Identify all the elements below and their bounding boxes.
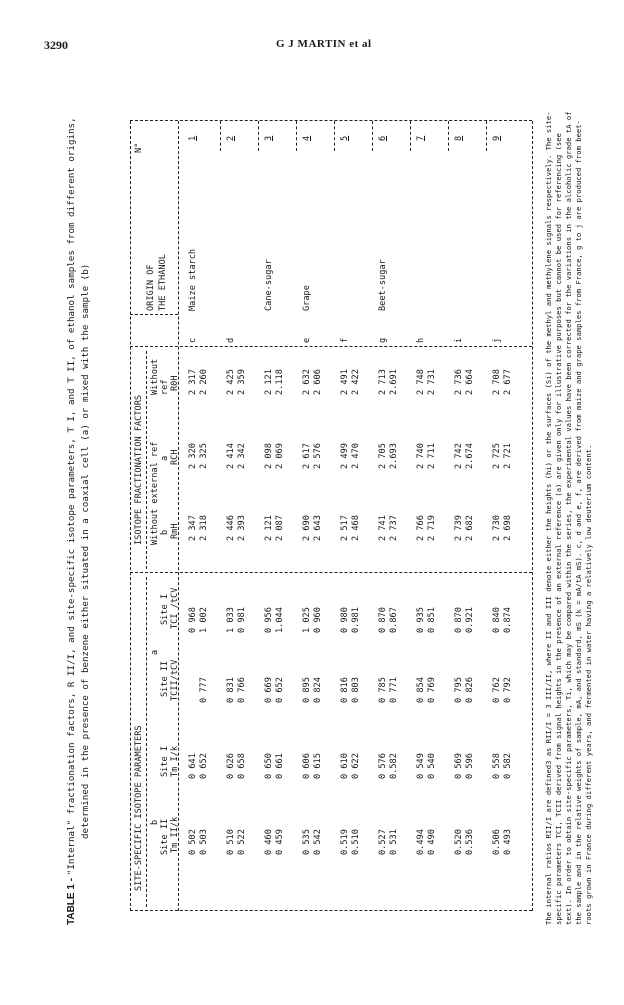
cell-tb2: 0 542 <box>313 829 323 855</box>
cell-tb2: 0 460 <box>264 829 274 855</box>
cell-ra: 2.693 <box>389 443 399 469</box>
cell-rb: 2 468 <box>351 515 361 541</box>
table-label: TABLE 1 - <box>66 875 77 925</box>
cell-ta2: 0 766 <box>237 677 247 703</box>
cell-tb2: 0 535 <box>302 829 312 855</box>
cell-ta1: 0.874 <box>503 607 513 633</box>
cell-tb1: 0 661 <box>275 753 285 779</box>
cell-ta2: 0 777 <box>199 677 209 703</box>
cell-tb2: 0 459 <box>275 829 285 855</box>
cell-rb: 2 318 <box>199 515 209 541</box>
cell-ta1: 0 840 <box>492 607 502 633</box>
cell-ra: 2 721 <box>503 443 513 469</box>
cell-ra: 2 742 <box>454 443 464 469</box>
cell-tb2: 0.536 <box>465 829 475 855</box>
cell-r0: 2 317 <box>188 369 198 395</box>
site-II-b: Site II <box>160 818 170 855</box>
table-group-divider <box>130 572 532 573</box>
cell-rb: 2 517 <box>340 515 350 541</box>
cell-ra: 2 069 <box>275 443 285 469</box>
cell-ta2: 0 816 <box>340 677 350 703</box>
table-header-rule <box>178 121 179 911</box>
cell-r0: 2 425 <box>226 369 236 395</box>
cell-tb2: 0.519 <box>340 829 350 855</box>
cell-ta1: 1 033 <box>226 607 236 633</box>
row-number-rule <box>372 121 373 151</box>
row-number: 8 <box>454 135 464 141</box>
row-number: 7 <box>416 135 426 141</box>
cell-tb1: 0 626 <box>226 753 236 779</box>
cell-r0: 2 359 <box>237 369 247 395</box>
cell-tb1: 0 641 <box>188 753 198 779</box>
cell-r0: 2.118 <box>275 369 285 395</box>
table-bottom-rule <box>532 121 533 911</box>
table-title <box>66 117 77 925</box>
site-b-label: b <box>150 819 160 825</box>
cell-ta1: 1.044 <box>275 607 285 633</box>
row-number: 1 <box>188 135 198 141</box>
col-TmI: Tm I/k <box>170 745 180 777</box>
cell-tb1: 0 540 <box>427 753 437 779</box>
cell-tb2: 0 490 <box>427 829 437 855</box>
cell-r0: 2 422 <box>351 369 361 395</box>
sub-a: a <box>160 455 170 461</box>
row-number: 2 <box>226 135 236 141</box>
cell-ta2: 0 771 <box>389 677 399 703</box>
cell-ta1: 0 851 <box>427 607 437 633</box>
row-number-rule <box>220 121 221 151</box>
cell-ra: 2 576 <box>313 443 323 469</box>
cell-r0: 2 748 <box>416 369 426 395</box>
cell-ra: 2.674 <box>465 443 475 469</box>
cell-tb1: 0 622 <box>351 753 361 779</box>
cell-ta1: 0 960 <box>313 607 323 633</box>
cell-rb: 2 643 <box>313 515 323 541</box>
cell-rb: 2 698 <box>503 515 513 541</box>
cell-r0: 2 731 <box>427 369 437 395</box>
col-header-origin-2: THE ETHANOL <box>158 254 168 311</box>
cell-ra: 2 725 <box>492 443 502 469</box>
cell-ra: 2 711 <box>427 443 437 469</box>
row-origin: Cane-sugar <box>264 259 274 311</box>
table-right-border <box>130 120 532 121</box>
cell-ta1: 1 002 <box>199 607 209 633</box>
cell-tb1: 0 596 <box>465 753 475 779</box>
cell-ta1: 0.981 <box>351 607 361 633</box>
cell-ta2: 0 854 <box>416 677 426 703</box>
cell-rb: 2 347 <box>188 515 198 541</box>
cell-ta1: 0 968 <box>188 607 198 633</box>
cell-rb: 2 087 <box>275 515 285 541</box>
sub-without: Without <box>150 358 160 395</box>
cell-tb1: 0 615 <box>313 753 323 779</box>
cell-rb: 2 730 <box>492 515 502 541</box>
cell-r0: 2 713 <box>378 369 388 395</box>
cell-tb2: 0.506 <box>492 829 502 855</box>
row-number-rule <box>296 121 297 151</box>
cell-rb: 2 719 <box>427 515 437 541</box>
cell-ta1: 0 981 <box>237 607 247 633</box>
row-letter: f <box>340 337 350 343</box>
cell-ta2: 0 803 <box>351 677 361 703</box>
table-letter-divider <box>130 346 532 347</box>
cell-ra: 2 740 <box>416 443 426 469</box>
cell-rb: 2 741 <box>378 515 388 541</box>
site-I-a: Site I <box>160 593 170 625</box>
site-II-a: Site II <box>160 660 170 697</box>
cell-ra: 2 705 <box>378 443 388 469</box>
row-origin: Maize starch <box>188 248 198 311</box>
site-a-label: a <box>150 649 160 655</box>
cell-ra: 2 320 <box>188 443 198 469</box>
cell-ta1: 0 935 <box>416 607 426 633</box>
running-head: G J MARTIN et al <box>276 38 372 50</box>
cell-r0: 2 736 <box>454 369 464 395</box>
cell-ta1: 0.921 <box>465 607 475 633</box>
cell-tb1: 0.582 <box>389 753 399 779</box>
row-number-rule <box>258 121 259 151</box>
cell-rb: 2 739 <box>454 515 464 541</box>
cell-rb: 2 737 <box>389 515 399 541</box>
row-letter: c <box>188 337 198 343</box>
cell-tb2: 0.520 <box>454 829 464 855</box>
cell-ta2: 0 785 <box>378 677 388 703</box>
col-TCI: TCI /tCV <box>170 587 180 629</box>
isotope-group-rule <box>146 351 147 569</box>
group-header-isotope: ISOTOPE FRACTIONATION FACTORS <box>134 394 144 545</box>
cell-tb1: 0 658 <box>237 753 247 779</box>
cell-ta1: 0 956 <box>264 607 274 633</box>
cell-ra: 2 617 <box>302 443 312 469</box>
cell-ta2: 0 762 <box>492 677 502 703</box>
table-origin-divider <box>130 314 178 315</box>
row-letter: d <box>226 337 236 343</box>
cell-r0: 2 632 <box>302 369 312 395</box>
row-origin: Grape <box>302 285 312 311</box>
row-number: 9 <box>492 135 502 141</box>
cell-r0: 2 606 <box>313 369 323 395</box>
sub-with-ext: Without external ref <box>150 441 160 545</box>
cell-ta2: 0 895 <box>302 677 312 703</box>
cell-r0: 2.691 <box>389 369 399 395</box>
row-letter: i <box>454 337 464 343</box>
cell-tb1: 0 549 <box>416 753 426 779</box>
row-letter: j <box>492 337 502 343</box>
cell-ra: 2 342 <box>237 443 247 469</box>
sub-b: b <box>160 529 170 535</box>
sub-ref: ref <box>160 379 170 395</box>
cell-r0: 2 664 <box>465 369 475 395</box>
cell-tb1: 0 610 <box>340 753 350 779</box>
cell-ta1: 0 870 <box>378 607 388 633</box>
col-header-no: N° <box>134 142 144 153</box>
table-title-text: "Internal" fractionation factors, R II/I, and site-specific isotope parameters, T I, and T II, of ethanol samples from different origins, <box>66 117 77 876</box>
cell-tb2: 0 522 <box>237 829 247 855</box>
cell-r0: 2 677 <box>503 369 513 395</box>
row-number: 4 <box>302 135 312 141</box>
col-TmII: Tm II/k <box>170 816 180 853</box>
cell-ra: 2 470 <box>351 443 361 469</box>
cell-rb: 2 682 <box>465 515 475 541</box>
table-title-line2: determined in the presence of benzene either situated in a coaxial cell (a) or mixed with the sample (b) <box>80 263 91 839</box>
col-header-RCH: RCH <box>170 449 180 465</box>
cell-ta2: 0 824 <box>313 677 323 703</box>
row-letter: h <box>416 337 426 343</box>
cell-ta2: 0 826 <box>465 677 475 703</box>
table-top-rule <box>130 121 131 911</box>
cell-tb2: 0.494 <box>416 829 426 855</box>
cell-ra: 2 414 <box>226 443 236 469</box>
cell-ta2: 0 652 <box>275 677 285 703</box>
page-number: 3290 <box>44 38 68 52</box>
cell-tb2: 0 503 <box>199 829 209 855</box>
row-origin: Beet-sugar <box>378 259 388 311</box>
cell-tb1: 0 569 <box>454 753 464 779</box>
table-footnote: The internal ratios RII/I are defined3 as RII/I = 3 III/II, where II and III denote either the heights (hi) or the surfaces (Si) of the methyl and methylene signals respectively. The site-specific parameters TCI, TCII derived from signal heights in the presence of an external reference (a) are given only for illustrative purposes but cannot be used for referencing (see text). In order to obtain site-specific parameters, Ti, which may be compared within the series, the experimental values have been corrected for the variations in the alcoholic grade tA of the sample and in the relative weights of sample, mA, and standard, mS (k = mA/tA mS). c, d and e, f, are derived from maize and grape samples from France, g to j are produced from beet-roots grown in France during different years, and fermented in water having a relatively low deuterium content. <box>544 111 593 925</box>
row-number-rule <box>410 121 411 151</box>
cell-ta2: 0 795 <box>454 677 464 703</box>
row-number-rule <box>334 121 335 151</box>
site-I-b: Site I <box>160 745 170 777</box>
cell-tb2: 0 510 <box>226 829 236 855</box>
cell-ra: 2 098 <box>264 443 274 469</box>
cell-tb1: 0 606 <box>302 753 312 779</box>
cell-rb: 2 121 <box>264 515 274 541</box>
row-letter: e <box>302 337 312 343</box>
cell-rb: 2 446 <box>226 515 236 541</box>
row-number-rule <box>486 121 487 151</box>
cell-tb2: 0 502 <box>188 829 198 855</box>
cell-tb1: 0 650 <box>264 753 274 779</box>
cell-ta2: 0 669 <box>264 677 274 703</box>
cell-r0: 2 708 <box>492 369 502 395</box>
cell-rb: 2 766 <box>416 515 426 541</box>
col-header-RmH: RmH <box>170 523 180 539</box>
col-header-origin-1: ORIGIN OF <box>146 264 156 311</box>
table-left-border <box>130 910 532 911</box>
cell-tb1: 0 652 <box>199 753 209 779</box>
cell-ra: 2 325 <box>199 443 209 469</box>
cell-r0: 2 121 <box>264 369 274 395</box>
group-header-site: SITE-SPECIFIC ISOTOPE PARAMETERS <box>134 725 144 891</box>
col-TCII: TCII/tCV <box>170 659 180 701</box>
cell-ta1: 0 980 <box>340 607 350 633</box>
site-group-rule <box>146 577 147 907</box>
cell-rb: 2 393 <box>237 515 247 541</box>
row-letter: g <box>378 337 388 343</box>
cell-rb: 2 690 <box>302 515 312 541</box>
cell-tb2: 0.527 <box>378 829 388 855</box>
cell-tb2: 0.510 <box>351 829 361 855</box>
cell-ta1: 0.867 <box>389 607 399 633</box>
cell-r0: 2 491 <box>340 369 350 395</box>
cell-ta2: 0 831 <box>226 677 236 703</box>
cell-ta1: 0 870 <box>454 607 464 633</box>
cell-tb1: 0 558 <box>492 753 502 779</box>
row-number-rule <box>448 121 449 151</box>
row-number: 3 <box>264 135 274 141</box>
cell-tb1: 0 582 <box>503 753 513 779</box>
rotated-table-page <box>66 105 624 925</box>
row-number: 6 <box>378 135 388 141</box>
cell-tb1: 0 576 <box>378 753 388 779</box>
cell-ta1: 1 025 <box>302 607 312 633</box>
col-header-R0H: R0H <box>170 375 180 391</box>
cell-ta2: 0 769 <box>427 677 437 703</box>
cell-r0: 2 260 <box>199 369 209 395</box>
cell-ra: 2 499 <box>340 443 350 469</box>
cell-tb2: 0 531 <box>389 829 399 855</box>
cell-ta2: 0 792 <box>503 677 513 703</box>
cell-tb2: 0 493 <box>503 829 513 855</box>
row-number: 5 <box>340 135 350 141</box>
